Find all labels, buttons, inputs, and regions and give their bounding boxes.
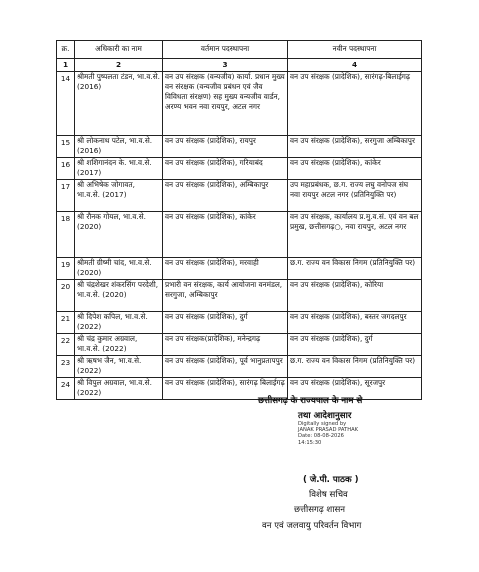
order-authority-line: छत्तीसगढ़ के राज्यपाल के नाम से [258, 396, 363, 406]
new-posting: छ.ग. राज्य वन विकास निगम (प्रतिनियुक्ति पर) [288, 356, 422, 378]
serial-number: 16 [57, 158, 75, 180]
signatory-designation: विशेष सचिव [309, 490, 348, 500]
table-row [57, 312, 422, 334]
current-posting: वन उप संरक्षक (प्रादेशिक), मरवाही [163, 258, 288, 280]
serial-number: 21 [57, 312, 75, 334]
officer-name: श्री दिपेश कपिल, भा.व.से. (2022) [75, 312, 163, 334]
officer-name: श्री अभिषेक जोगावत, भा.व.से. (2017) [75, 180, 163, 212]
digital-signature-line: Digitally signed by [298, 421, 347, 427]
column-number: 4 [288, 59, 422, 72]
new-posting: वन उप संरक्षक (प्रादेशिक), सूरजपुर [288, 378, 422, 400]
digital-signature-line: JANAK PRASAD PATHAK [298, 427, 359, 434]
current-posting: वन उप संरक्षक (प्रादेशिक), दुर्ग [163, 312, 288, 334]
current-posting: वन उप संरक्षक (प्रादेशिक), अम्बिकापुर [163, 180, 288, 212]
digital-signature-stamp [298, 421, 358, 446]
serial-number: 17 [57, 180, 75, 212]
table-row [57, 356, 422, 378]
new-posting: वन उप संरक्षक (प्रादेशिक), सरगुजा अम्बिकापुर [288, 136, 422, 158]
column-number: 3 [163, 59, 288, 72]
serial-number: 23 [57, 356, 75, 378]
serial-number: 18 [57, 212, 75, 258]
new-posting: उप महाप्रबंधक, छ.ग. राज्य लघु वनोपज संघ नवा रायपुर अटल नगर (प्रतिनियुक्ति पर) [288, 180, 422, 212]
current-posting: वन उप संरक्षक(प्रादेशिक), मनेन्द्रगढ़ [163, 334, 288, 356]
header-serial: क्र. [57, 41, 75, 59]
current-posting: वन उप संरक्षक (प्रादेशिक), गरियाबंद [163, 158, 288, 180]
table-row [57, 378, 422, 400]
serial-number: 22 [57, 334, 75, 356]
table-row [57, 158, 422, 180]
serial-number: 20 [57, 280, 75, 312]
officer-name: श्रीमती पुष्पलता टंडन, भा.व.से. (2016) [75, 72, 163, 136]
officer-name: श्रीमती ग्रीष्मी चांद, भा.व.से. (2020) [75, 258, 163, 280]
officer-name: श्री चंद्र कुमार अग्रवाल, भा.व.से. (2022) [75, 334, 163, 356]
current-posting: वन उप संरक्षक (प्रादेशिक), पूर्व भानुप्रतापपुर [163, 356, 288, 378]
table-row [57, 180, 422, 212]
table-row [57, 334, 422, 356]
new-posting: वन उप संरक्षक (प्रादेशिक), दुर्ग [288, 334, 422, 356]
signatory-department: वन एवं जलवायु परिवर्तन विभाग [262, 521, 362, 531]
order-authority-line2: तथा आदेशानुसार [298, 411, 352, 421]
current-posting: वन उप संरक्षक (प्रादेशिक), रायपुर [163, 136, 288, 158]
posting-table [56, 40, 422, 400]
signatory-government: छत्तीसगढ़ शासन [294, 505, 346, 515]
officer-name: श्री रौनक गोयल, भा.व.से. (2020) [75, 212, 163, 258]
current-posting: प्रभारी वन संरक्षक, कार्य आयोजना वनमंडल, सरगुजा, अम्बिकापुर [163, 280, 288, 312]
header-officer-name: अधिकारी का नाम [75, 41, 163, 59]
column-number-row [57, 59, 422, 72]
current-posting: वन उप संरक्षक (वन्यजीव) कार्या. प्रधान मुख्य वन संरक्षक (वन्यजीव प्रबंधन एवं जैव विविधता संरक्षण) सह मुख्य वन्यजीव वार्डन, अरण्य भवन नवा रायपुर, अटल नगर [163, 72, 288, 136]
signatory-name: ( जे.पी. पाठक ) [303, 475, 359, 485]
table-row [57, 280, 422, 312]
column-number: 2 [75, 59, 163, 72]
column-number: 1 [57, 59, 75, 72]
serial-number: 14 [57, 72, 75, 136]
new-posting: वन उप संरक्षक (प्रादेशिक), कोरिया [288, 280, 422, 312]
new-posting: वन उप संरक्षक (प्रादेशिक), सारंगढ़-बिलाईगढ़ [288, 72, 422, 136]
table-row [57, 72, 422, 136]
table-row [57, 136, 422, 158]
officer-name: श्री शशिगानंदन के. भा.व.से. (2017) [75, 158, 163, 180]
table-row [57, 212, 422, 258]
digital-signature-line: Date: 08-08-2026 [298, 433, 344, 440]
serial-number: 19 [57, 258, 75, 280]
serial-number: 24 [57, 378, 75, 400]
new-posting: वन उप संरक्षक, कार्यालय प्र.मु.व.सं. एवं वन बल प्रमुख, छत्तीसगढ़○, नवा रायपुर, अटल नगर [288, 212, 422, 258]
officer-name: श्री विपुल अग्रवाल, भा.व.से. (2022) [75, 378, 163, 400]
officer-name: श्री चंद्रशेखर शंकरसिंग परदेशी, भा.व.से. (2020) [75, 280, 163, 312]
current-posting: वन उप संरक्षक (प्रादेशिक), कांकेर [163, 212, 288, 258]
new-posting: वन उप संरक्षक (प्रादेशिक), बस्तर जगदलपुर [288, 312, 422, 334]
officer-name: श्री लोकनाथ पटेल, भा.व.से. (2016) [75, 136, 163, 158]
header-new-posting: नवीन पदस्थापना [288, 41, 422, 59]
new-posting: वन उप संरक्षक (प्रादेशिक), कांकेर [288, 158, 422, 180]
serial-number: 15 [57, 136, 75, 158]
officer-name: श्री ऋषभ जैन, भा.व.से. (2022) [75, 356, 163, 378]
table-row [57, 258, 422, 280]
digital-signature-line: 14:15:30 [298, 439, 322, 446]
header-current-posting: वर्तमान पदस्थापना [163, 41, 288, 59]
current-posting: वन उप संरक्षक (प्रादेशिक), सारंगढ़ बिलाईगढ़ [163, 378, 288, 400]
new-posting: छ.ग. राज्य वन विकास निगम (प्रतिनियुक्ति पर) [288, 258, 422, 280]
table-header-row [57, 41, 422, 59]
